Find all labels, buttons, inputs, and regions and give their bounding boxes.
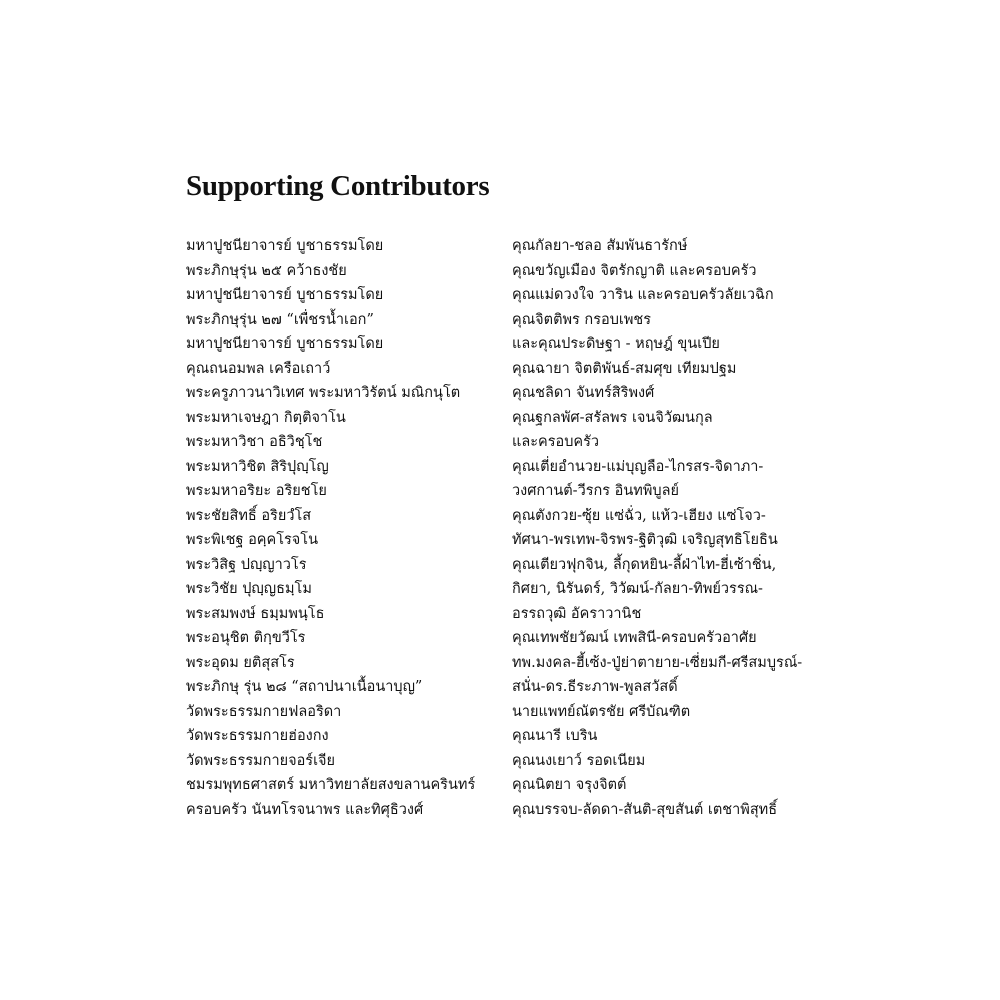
contributor-line: พระวิสิฐ ปญฺญาวโร — [186, 556, 307, 573]
contributors-left-column — [186, 234, 506, 822]
contributor-line: พระพิเชฐ อคฺคโรจโน — [186, 532, 318, 548]
contributor-line: วัดพระธรรมกายฟลอริดา — [186, 703, 342, 720]
contributor-line: พระมหาวิชา อธิวิชฺโช — [186, 434, 323, 450]
contributor-line: อรรถวุฒิ อัคราวานิช — [512, 605, 642, 622]
contributor-line: คุณเตี่ยอำนวย-แม่บุญลือ-ไกรสร-จิดาภา- — [512, 458, 764, 475]
contributor-line: พระมหาเจษฎา กิตฺติจาโน — [186, 409, 346, 426]
contributor-line: คุณบรรจบ-ลัดดา-สันติ-สุขสันต์ เตชาพิสุทธิ์ — [512, 801, 778, 818]
contributor-line: คุณเทพชัยวัฒน์ เทพสินี-ครอบครัวอาศัย — [512, 630, 757, 646]
contributor-line: คุณนิตยา จรุงจิตต์ — [512, 777, 627, 793]
contributors-right-column — [512, 234, 832, 822]
contributor-line: นายแพทย์ณัตรชัย ศรีบัณฑิต — [512, 703, 691, 720]
contributor-line: พระครูภาวนาวิเทศ พระมหาวิรัตน์ มณิกนุโต — [186, 385, 461, 401]
contributor-line: ครอบครัว นันทโรจนาพร และทิศุธิวงศ์ — [186, 801, 424, 818]
contributor-line: และคุณประดิษฐา - หฤษฎ์ ขุนเปีย — [512, 336, 720, 352]
contributor-line: ชมรมพุทธศาสตร์ มหาวิทยาลัยสงขลานครินทร์ — [186, 777, 476, 793]
contributor-line: พระมหาอริยะ อริยชโย — [186, 483, 327, 499]
contributor-line: มหาปูชนียาจารย์ บูชาธรรมโดย — [186, 238, 384, 254]
contributor-line: คุณถนอมพล เครือเถาว์ — [186, 360, 331, 377]
contributor-line: พระภิกษุ รุ่น ๒๘ “สถาปนาเนื้อนาบุญ” — [186, 679, 423, 695]
contributor-line: คุณชลิดา จันทร์สิริพงศ์ — [512, 385, 655, 401]
contributor-line: คุณกัลยา-ชลอ สัมพันธารักษ์ — [512, 238, 688, 254]
contributor-line: คุณฐกลพัศ-สรัลพร เจนจิวัฒนกุล — [512, 409, 713, 426]
contributor-line: และครอบครัว — [512, 434, 600, 450]
contributor-line: คุณจิตติพร กรอบเพชร — [512, 311, 652, 328]
contributor-line: ทัศนา-พรเทพ-จิรพร-ฐิติวุฒิ เจริญสุทธิโยธิน — [512, 532, 778, 548]
contributor-line: คุณเตียวฟุกจิน, ลี้กุดหยิน-ลี้ฝ่าไท-ฮี่เซ้าชิ่น, — [512, 556, 777, 573]
contributor-line: วงศกานต์-วีรกร อินทพิบูลย์ — [512, 483, 680, 499]
contributor-line: คุณนารี เบริน — [512, 728, 598, 744]
contributor-line: พระมหาวิชิต สิริปุญฺโญ — [186, 458, 329, 475]
contributor-line: พระชัยสิทธิ์ อริยวํโส — [186, 507, 312, 524]
contributor-line: สนั่น-ดร.ธีระภาพ-พูลสวัสดิ์ — [512, 679, 678, 695]
contributor-line: พระสมพงษ์ ธมฺมพนฺโธ — [186, 605, 325, 622]
contributor-line: คุณนงเยาว์ รอดเนียม — [512, 752, 646, 769]
contributor-line: วัดพระธรรมกายฮ่องกง — [186, 728, 329, 744]
contributor-line: พระอนุชิต ติกฺขวีโร — [186, 630, 306, 646]
contributor-line: คุณขวัญเมือง จิตรักญาติ และครอบครัว — [512, 262, 757, 279]
contributor-line: มหาปูชนียาจารย์ บูชาธรรมโดย — [186, 287, 384, 303]
contributor-line: พระภิกษุรุ่น ๒๗ “เพื่ชรน้ำเอก” — [186, 311, 374, 328]
contributor-line: กิศยา, นิรันดร์, วิวัฒน์-กัลยา-ทิพย์วรรณ- — [512, 581, 763, 597]
contributor-line: คุณแม่ดวงใจ วาริน และครอบครัวลัยเวฉิก — [512, 287, 774, 303]
contributor-line: พระอุดม ยติสุสโร — [186, 654, 295, 671]
contributor-line: พระวิชัย ปุญฺญธมฺโม — [186, 581, 312, 597]
contributor-line: ทพ.มงคล-ฮี้เซ้ง-ปู่ย่าตายาย-เซี่ยมกี-ศรีสมบูรณ์- — [512, 654, 803, 671]
contributor-line: มหาปูชนียาจารย์ บูชาธรรมโดย — [186, 336, 384, 352]
page-title: Supporting Contributors — [186, 170, 490, 202]
contributor-line: วัดพระธรรมกายจอร์เจีย — [186, 752, 336, 769]
contributor-line: คุณตังกวย-ซุ้ย แซ่ฉั่ว, แห้ว-เฮียง แซ่โจว- — [512, 507, 766, 524]
contributor-line: พระภิกษุรุ่น ๒๕ คว้าธงชัย — [186, 262, 347, 279]
contributor-line: คุณฉายา จิตติพันธ์-สมศุข เทียมปฐม — [512, 360, 737, 377]
